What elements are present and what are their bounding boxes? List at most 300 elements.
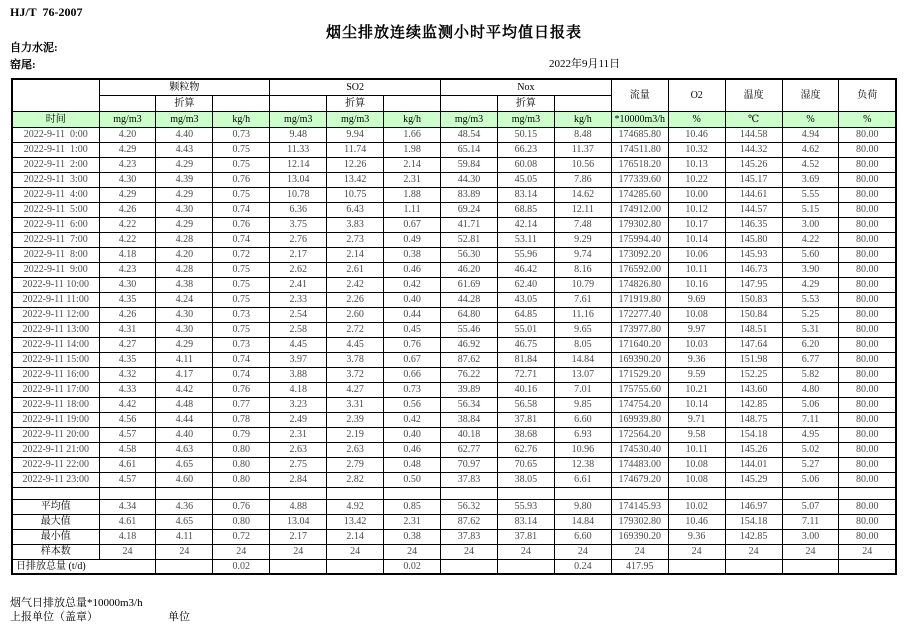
value-cell: 0.74 <box>213 202 270 217</box>
value-cell: 80.00 <box>839 352 896 367</box>
value-cell: 44.28 <box>441 292 498 307</box>
value-cell: 10.03 <box>668 337 725 352</box>
value-cell: 10.78 <box>270 187 327 202</box>
value-cell: 37.83 <box>441 472 498 487</box>
summary-value-cell: 24 <box>441 544 498 559</box>
time-cell: 2022-9-11 2:00 <box>12 157 99 172</box>
value-cell: 4.29 <box>156 187 213 202</box>
value-cell: 0.46 <box>384 442 441 457</box>
table-row <box>12 397 896 412</box>
value-cell: 41.71 <box>441 217 498 232</box>
value-cell: 10.75 <box>327 187 384 202</box>
value-cell: 56.34 <box>441 397 498 412</box>
value-cell: 12.38 <box>554 457 611 472</box>
value-cell: 2.75 <box>270 457 327 472</box>
daily-total-value-cell <box>782 559 839 574</box>
value-cell: 2.41 <box>270 277 327 292</box>
unit-cell: ℃ <box>725 111 782 127</box>
value-cell: 154.18 <box>725 427 782 442</box>
value-cell: 0.75 <box>213 262 270 277</box>
value-cell: 4.22 <box>782 232 839 247</box>
value-cell: 2.72 <box>327 322 384 337</box>
time-cell: 2022-9-11 1:00 <box>12 142 99 157</box>
value-cell: 46.20 <box>441 262 498 277</box>
value-cell: 60.08 <box>497 157 554 172</box>
value-cell: 11.33 <box>270 142 327 157</box>
time-cell: 2022-9-11 14:00 <box>12 337 99 352</box>
summary-value-cell: 13.04 <box>270 514 327 529</box>
col-header-flow: 流量 <box>611 79 668 111</box>
value-cell: 1.98 <box>384 142 441 157</box>
value-cell: 0.75 <box>213 322 270 337</box>
value-cell: 4.35 <box>99 292 156 307</box>
value-cell: 145.80 <box>725 232 782 247</box>
value-cell: 0.48 <box>384 457 441 472</box>
value-cell: 175994.40 <box>611 232 668 247</box>
value-cell: 174685.80 <box>611 127 668 142</box>
daily-total-value-cell: 0.02 <box>213 559 270 574</box>
value-cell: 80.00 <box>839 292 896 307</box>
value-cell: 2.19 <box>327 427 384 442</box>
value-cell: 5.06 <box>782 397 839 412</box>
value-cell: 4.44 <box>156 412 213 427</box>
value-cell: 174679.20 <box>611 472 668 487</box>
value-cell: 4.29 <box>782 277 839 292</box>
value-cell: 0.46 <box>384 262 441 277</box>
spacer-row <box>12 487 896 499</box>
value-cell: 14.62 <box>554 187 611 202</box>
value-cell: 171919.80 <box>611 292 668 307</box>
time-cell: 2022-9-11 4:00 <box>12 187 99 202</box>
value-cell: 144.01 <box>725 457 782 472</box>
summary-value-cell: 24 <box>839 544 896 559</box>
value-cell: 80.00 <box>839 232 896 247</box>
value-cell: 4.29 <box>156 337 213 352</box>
value-cell: 4.24 <box>156 292 213 307</box>
value-cell: 4.61 <box>99 457 156 472</box>
value-cell: 2.14 <box>327 247 384 262</box>
unit-cell: kg/h <box>213 111 270 127</box>
value-cell: 4.22 <box>99 232 156 247</box>
value-cell: 12.26 <box>327 157 384 172</box>
value-cell: 176518.20 <box>611 157 668 172</box>
time-cell: 2022-9-11 21:00 <box>12 442 99 457</box>
value-cell: 55.46 <box>441 322 498 337</box>
time-cell: 2022-9-11 0:00 <box>12 127 99 142</box>
value-cell: 0.42 <box>384 412 441 427</box>
value-cell: 40.16 <box>497 382 554 397</box>
blank-cell <box>497 487 554 499</box>
value-cell: 80.00 <box>839 277 896 292</box>
daily-total-value-cell <box>327 559 384 574</box>
blank-cell <box>384 95 441 111</box>
value-cell: 38.68 <box>497 427 554 442</box>
value-cell: 55.96 <box>497 247 554 262</box>
value-cell: 72.71 <box>497 367 554 382</box>
summary-value-cell: 83.14 <box>497 514 554 529</box>
unit-cell: mg/m3 <box>99 111 156 127</box>
summary-value-cell: 9.36 <box>668 529 725 544</box>
value-cell: 0.49 <box>384 232 441 247</box>
value-cell: 3.00 <box>782 217 839 232</box>
blank-cell <box>839 487 896 499</box>
time-cell: 2022-9-11 12:00 <box>12 307 99 322</box>
time-cell: 2022-9-11 10:00 <box>12 277 99 292</box>
summary-value-cell: 0.38 <box>384 529 441 544</box>
value-cell: 76.22 <box>441 367 498 382</box>
value-cell: 69.24 <box>441 202 498 217</box>
summary-value-cell: 0.85 <box>384 499 441 514</box>
daily-total-value-cell <box>497 559 554 574</box>
value-cell: 2.76 <box>270 232 327 247</box>
value-cell: 2.31 <box>384 172 441 187</box>
unit-cell: mg/m3 <box>497 111 554 127</box>
header-row-groups <box>12 79 896 95</box>
value-cell: 13.04 <box>270 172 327 187</box>
converted-header-so2: 折算 <box>327 95 384 111</box>
value-cell: 5.02 <box>782 442 839 457</box>
value-cell: 38.05 <box>497 472 554 487</box>
value-cell: 179302.80 <box>611 217 668 232</box>
value-cell: 174285.60 <box>611 187 668 202</box>
value-cell: 9.94 <box>327 127 384 142</box>
summary-value-cell: 24 <box>497 544 554 559</box>
time-cell: 2022-9-11 6:00 <box>12 217 99 232</box>
value-cell: 80.00 <box>839 397 896 412</box>
summary-row <box>12 529 896 544</box>
value-cell: 4.30 <box>156 202 213 217</box>
value-cell: 148.75 <box>725 412 782 427</box>
value-cell: 2.54 <box>270 307 327 322</box>
table-row <box>12 127 896 142</box>
value-cell: 4.27 <box>99 337 156 352</box>
value-cell: 3.75 <box>270 217 327 232</box>
value-cell: 144.61 <box>725 187 782 202</box>
value-cell: 45.05 <box>497 172 554 187</box>
value-cell: 2.63 <box>270 442 327 457</box>
report-date: 2022年9月11日 <box>549 58 621 70</box>
value-cell: 5.06 <box>782 472 839 487</box>
value-cell: 80.00 <box>839 127 896 142</box>
value-cell: 3.90 <box>782 262 839 277</box>
value-cell: 2.62 <box>270 262 327 277</box>
monitoring-table <box>11 78 897 575</box>
table-row <box>12 472 896 487</box>
group-header-so2: SO2 <box>270 79 441 95</box>
value-cell: 143.60 <box>725 382 782 397</box>
value-cell: 50.15 <box>497 127 554 142</box>
time-header: 时间 <box>12 111 99 127</box>
value-cell: 0.56 <box>384 397 441 412</box>
summary-value-cell: 24 <box>668 544 725 559</box>
table-row <box>12 277 896 292</box>
summary-value-cell: 4.36 <box>156 499 213 514</box>
value-cell: 4.80 <box>782 382 839 397</box>
time-cell: 2022-9-11 13:00 <box>12 322 99 337</box>
table-row <box>12 427 896 442</box>
time-cell: 2022-9-11 19:00 <box>12 412 99 427</box>
summary-value-cell: 24 <box>327 544 384 559</box>
value-cell: 4.17 <box>156 367 213 382</box>
value-cell: 2.26 <box>327 292 384 307</box>
value-cell: 174483.00 <box>611 457 668 472</box>
summary-value-cell: 4.92 <box>327 499 384 514</box>
value-cell: 4.35 <box>99 352 156 367</box>
value-cell: 10.11 <box>668 442 725 457</box>
value-cell: 2.49 <box>270 412 327 427</box>
value-cell: 4.56 <box>99 412 156 427</box>
value-cell: 169390.20 <box>611 352 668 367</box>
value-cell: 146.73 <box>725 262 782 277</box>
table-row <box>12 187 896 202</box>
value-cell: 0.80 <box>213 472 270 487</box>
summary-value-cell: 169390.20 <box>611 529 668 544</box>
blank-cell <box>554 487 611 499</box>
flue-gas-daily-total-note: 烟气日排放总量*10000m3/h <box>10 597 143 609</box>
value-cell: 152.25 <box>725 367 782 382</box>
value-cell: 80.00 <box>839 307 896 322</box>
value-cell: 0.79 <box>213 427 270 442</box>
value-cell: 4.94 <box>782 127 839 142</box>
value-cell: 5.25 <box>782 307 839 322</box>
table-row <box>12 307 896 322</box>
summary-value-cell: 24 <box>213 544 270 559</box>
value-cell: 80.00 <box>839 172 896 187</box>
value-cell: 145.17 <box>725 172 782 187</box>
summary-value-cell: 146.97 <box>725 499 782 514</box>
value-cell: 62.76 <box>497 442 554 457</box>
value-cell: 172277.40 <box>611 307 668 322</box>
value-cell: 80.00 <box>839 157 896 172</box>
value-cell: 0.74 <box>213 367 270 382</box>
value-cell: 1.66 <box>384 127 441 142</box>
value-cell: 171640.20 <box>611 337 668 352</box>
value-cell: 0.75 <box>213 142 270 157</box>
time-cell: 2022-9-11 11:00 <box>12 292 99 307</box>
value-cell: 0.44 <box>384 307 441 322</box>
value-cell: 4.45 <box>270 337 327 352</box>
value-cell: 174754.20 <box>611 397 668 412</box>
value-cell: 147.64 <box>725 337 782 352</box>
value-cell: 2.60 <box>327 307 384 322</box>
outlet-name: 窑尾: <box>10 59 36 71</box>
value-cell: 0.75 <box>213 157 270 172</box>
value-cell: 10.56 <box>554 157 611 172</box>
value-cell: 10.14 <box>668 397 725 412</box>
value-cell: 8.05 <box>554 337 611 352</box>
time-cell: 2022-9-11 18:00 <box>12 397 99 412</box>
table-row <box>12 142 896 157</box>
value-cell: 80.00 <box>839 457 896 472</box>
value-cell: 4.48 <box>156 397 213 412</box>
summary-value-cell: 6.60 <box>554 529 611 544</box>
blank-cell <box>611 487 668 499</box>
value-cell: 174511.80 <box>611 142 668 157</box>
summary-value-cell: 24 <box>384 544 441 559</box>
summary-row <box>12 544 896 559</box>
value-cell: 4.29 <box>156 217 213 232</box>
value-cell: 4.38 <box>156 277 213 292</box>
value-cell: 4.31 <box>99 322 156 337</box>
value-cell: 4.52 <box>782 157 839 172</box>
table-row <box>12 247 896 262</box>
value-cell: 12.14 <box>270 157 327 172</box>
value-cell: 4.62 <box>782 142 839 157</box>
value-cell: 2.33 <box>270 292 327 307</box>
value-cell: 9.85 <box>554 397 611 412</box>
daily-total-row <box>12 559 896 574</box>
summary-value-cell: 56.32 <box>441 499 498 514</box>
table-row <box>12 322 896 337</box>
value-cell: 176592.00 <box>611 262 668 277</box>
unit-cell: kg/h <box>384 111 441 127</box>
value-cell: 175755.60 <box>611 382 668 397</box>
value-cell: 5.82 <box>782 367 839 382</box>
value-cell: 3.88 <box>270 367 327 382</box>
value-cell: 46.75 <box>497 337 554 352</box>
value-cell: 4.40 <box>156 427 213 442</box>
value-cell: 2.58 <box>270 322 327 337</box>
summary-value-cell: 80.00 <box>839 499 896 514</box>
value-cell: 14.84 <box>554 352 611 367</box>
value-cell: 39.89 <box>441 382 498 397</box>
value-cell: 80.00 <box>839 337 896 352</box>
value-cell: 150.83 <box>725 292 782 307</box>
table-row <box>12 232 896 247</box>
value-cell: 6.61 <box>554 472 611 487</box>
summary-value-cell: 24 <box>156 544 213 559</box>
unit-cell: kg/h <box>554 111 611 127</box>
value-cell: 4.39 <box>156 172 213 187</box>
table-body <box>12 127 896 574</box>
value-cell: 144.32 <box>725 142 782 157</box>
value-cell: 144.57 <box>725 202 782 217</box>
value-cell: 10.22 <box>668 172 725 187</box>
value-cell: 6.93 <box>554 427 611 442</box>
value-cell: 0.75 <box>213 292 270 307</box>
value-cell: 80.00 <box>839 412 896 427</box>
time-cell: 2022-9-11 3:00 <box>12 172 99 187</box>
col-header-temperature: 温度 <box>725 79 782 111</box>
value-cell: 80.00 <box>839 262 896 277</box>
value-cell: 6.60 <box>554 412 611 427</box>
value-cell: 53.11 <box>497 232 554 247</box>
summary-label: 平均值 <box>12 499 99 514</box>
table-row <box>12 457 896 472</box>
value-cell: 2.31 <box>270 427 327 442</box>
value-cell: 174912.00 <box>611 202 668 217</box>
daily-total-value-cell <box>839 559 896 574</box>
value-cell: 46.42 <box>497 262 554 277</box>
value-cell: 2.84 <box>270 472 327 487</box>
group-header-particulate: 颗粒物 <box>99 79 270 95</box>
value-cell: 46.92 <box>441 337 498 352</box>
value-cell: 0.73 <box>213 337 270 352</box>
company-name: 自力水泥: <box>10 42 58 54</box>
value-cell: 4.45 <box>327 337 384 352</box>
value-cell: 0.66 <box>384 367 441 382</box>
value-cell: 4.57 <box>99 427 156 442</box>
blank-cell <box>213 487 270 499</box>
value-cell: 4.33 <box>99 382 156 397</box>
value-cell: 10.11 <box>668 262 725 277</box>
value-cell: 4.42 <box>156 382 213 397</box>
value-cell: 40.18 <box>441 427 498 442</box>
value-cell: 0.72 <box>213 247 270 262</box>
value-cell: 8.16 <box>554 262 611 277</box>
summary-row <box>12 514 896 529</box>
table-row <box>12 217 896 232</box>
standard-code: HJ/T 76-2007 <box>10 5 83 19</box>
value-cell: 0.76 <box>213 217 270 232</box>
value-cell: 65.14 <box>441 142 498 157</box>
summary-value-cell: 24 <box>270 544 327 559</box>
blank-cell <box>384 487 441 499</box>
time-cell: 2022-9-11 15:00 <box>12 352 99 367</box>
blank-cell <box>441 487 498 499</box>
daily-total-value-cell <box>156 559 213 574</box>
value-cell: 10.96 <box>554 442 611 457</box>
value-cell: 80.00 <box>839 367 896 382</box>
summary-value-cell: 0.76 <box>213 499 270 514</box>
summary-value-cell: 7.11 <box>782 514 839 529</box>
value-cell: 145.26 <box>725 157 782 172</box>
value-cell: 62.77 <box>441 442 498 457</box>
value-cell: 2.39 <box>327 412 384 427</box>
value-cell: 52.81 <box>441 232 498 247</box>
time-cell: 2022-9-11 7:00 <box>12 232 99 247</box>
summary-label: 样本数 <box>12 544 99 559</box>
value-cell: 9.74 <box>554 247 611 262</box>
value-cell: 146.35 <box>725 217 782 232</box>
value-cell: 5.55 <box>782 187 839 202</box>
value-cell: 4.30 <box>156 307 213 322</box>
value-cell: 10.79 <box>554 277 611 292</box>
value-cell: 4.29 <box>99 142 156 157</box>
unit-label: 单位 <box>168 611 190 623</box>
time-cell: 2022-9-11 20:00 <box>12 427 99 442</box>
value-cell: 7.48 <box>554 217 611 232</box>
daily-total-value-cell: 0.24 <box>554 559 611 574</box>
value-cell: 4.23 <box>99 157 156 172</box>
value-cell: 83.14 <box>497 187 554 202</box>
value-cell: 37.81 <box>497 412 554 427</box>
header-row-units <box>12 111 896 127</box>
value-cell: 9.65 <box>554 322 611 337</box>
table-row <box>12 412 896 427</box>
summary-value-cell: 179302.80 <box>611 514 668 529</box>
summary-value-cell: 2.17 <box>270 529 327 544</box>
value-cell: 5.53 <box>782 292 839 307</box>
value-cell: 80.00 <box>839 442 896 457</box>
converted-header-pm: 折算 <box>156 95 213 111</box>
value-cell: 11.74 <box>327 142 384 157</box>
value-cell: 4.32 <box>99 367 156 382</box>
daily-total-value-cell: 0.02 <box>384 559 441 574</box>
value-cell: 6.77 <box>782 352 839 367</box>
value-cell: 10.14 <box>668 232 725 247</box>
blank-cell <box>782 487 839 499</box>
value-cell: 4.29 <box>99 187 156 202</box>
summary-value-cell: 154.18 <box>725 514 782 529</box>
summary-value-cell: 0.80 <box>213 514 270 529</box>
value-cell: 9.69 <box>668 292 725 307</box>
value-cell: 0.80 <box>213 457 270 472</box>
value-cell: 7.01 <box>554 382 611 397</box>
converted-header-nox: 折算 <box>497 95 554 111</box>
value-cell: 3.69 <box>782 172 839 187</box>
blank-cell <box>554 95 611 111</box>
